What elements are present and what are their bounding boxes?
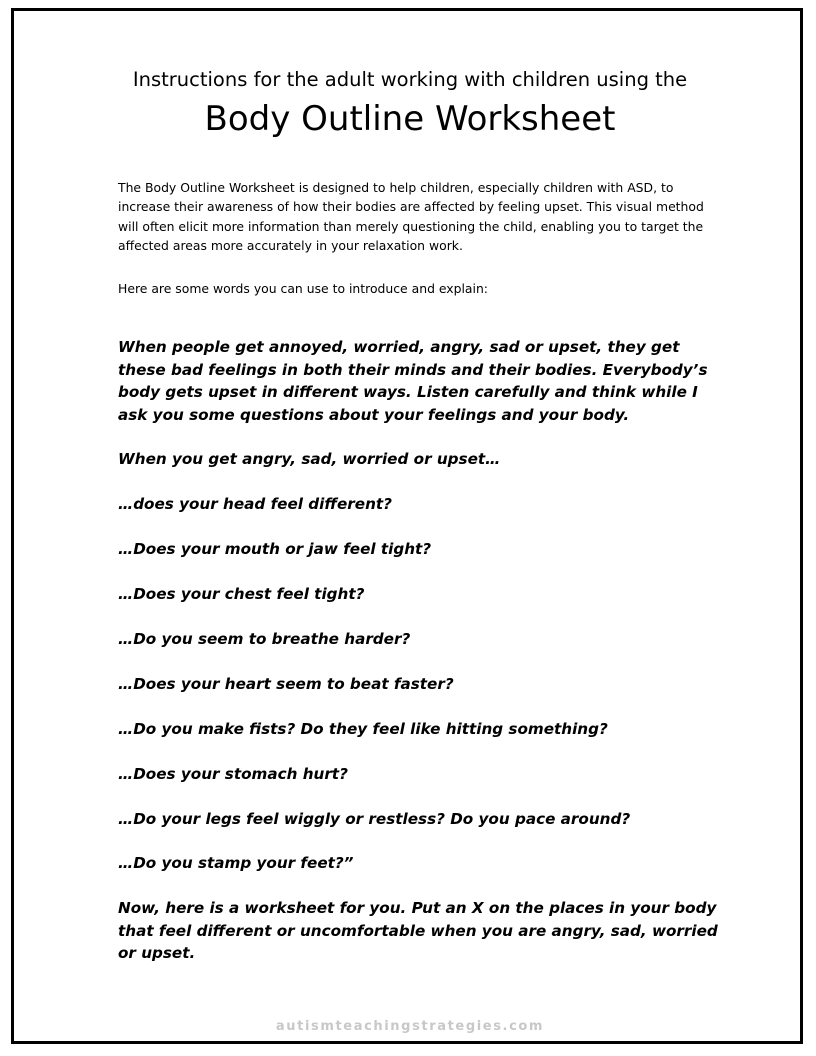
script-question: …Do you seem to breathe harder? [118, 630, 411, 648]
script-closing: Now, here is a worksheet for you. Put an X on the places in your body that feel different or uncomfortable when you are angry, sad, worried or upset. [118, 899, 718, 963]
script-question: …Does your stomach hurt? [118, 765, 348, 783]
script-question: …Does your mouth or jaw feel tight? [118, 540, 432, 558]
page-title: Body Outline Worksheet [204, 99, 616, 139]
script-question: …Does your chest feel tight? [118, 585, 365, 603]
script-prompt: When you get angry, sad, worried or upset… [118, 450, 501, 468]
script-opening: When people get annoyed, worried, angry, sad or upset, they get these bad feelings in both their minds and their bodies. Everybody’s body gets upset in different ways. Listen carefully and think while I ask you some questions about your feelings and your body. [118, 338, 708, 424]
intro-paragraph: The Body Outline Worksheet is designed to help children, especially children with ASD, to increase their awareness of how their bodies are affected by feeling upset. This visual method will often elicit more information than merely questioning the child, enabling you to target the affected areas more accurately in your relaxation work. [118, 180, 704, 253]
footer-website: autismteachingstrategies.com [275, 1019, 545, 1034]
script-question: …Do you stamp your feet?” [118, 854, 354, 872]
script-question: …Do your legs feel wiggly or restless? Do you pace around? [118, 810, 631, 828]
page-border [11, 8, 803, 1044]
intro-lead-in: Here are some words you can use to introduce and explain: [118, 281, 488, 296]
script-question: …does your head feel different? [118, 495, 392, 513]
script-question: …Do you make fists? Do they feel like hitting something? [118, 720, 608, 738]
script-question: …Does your heart seem to beat faster? [118, 675, 454, 693]
page-subtitle: Instructions for the adult working with children using the [132, 68, 688, 91]
